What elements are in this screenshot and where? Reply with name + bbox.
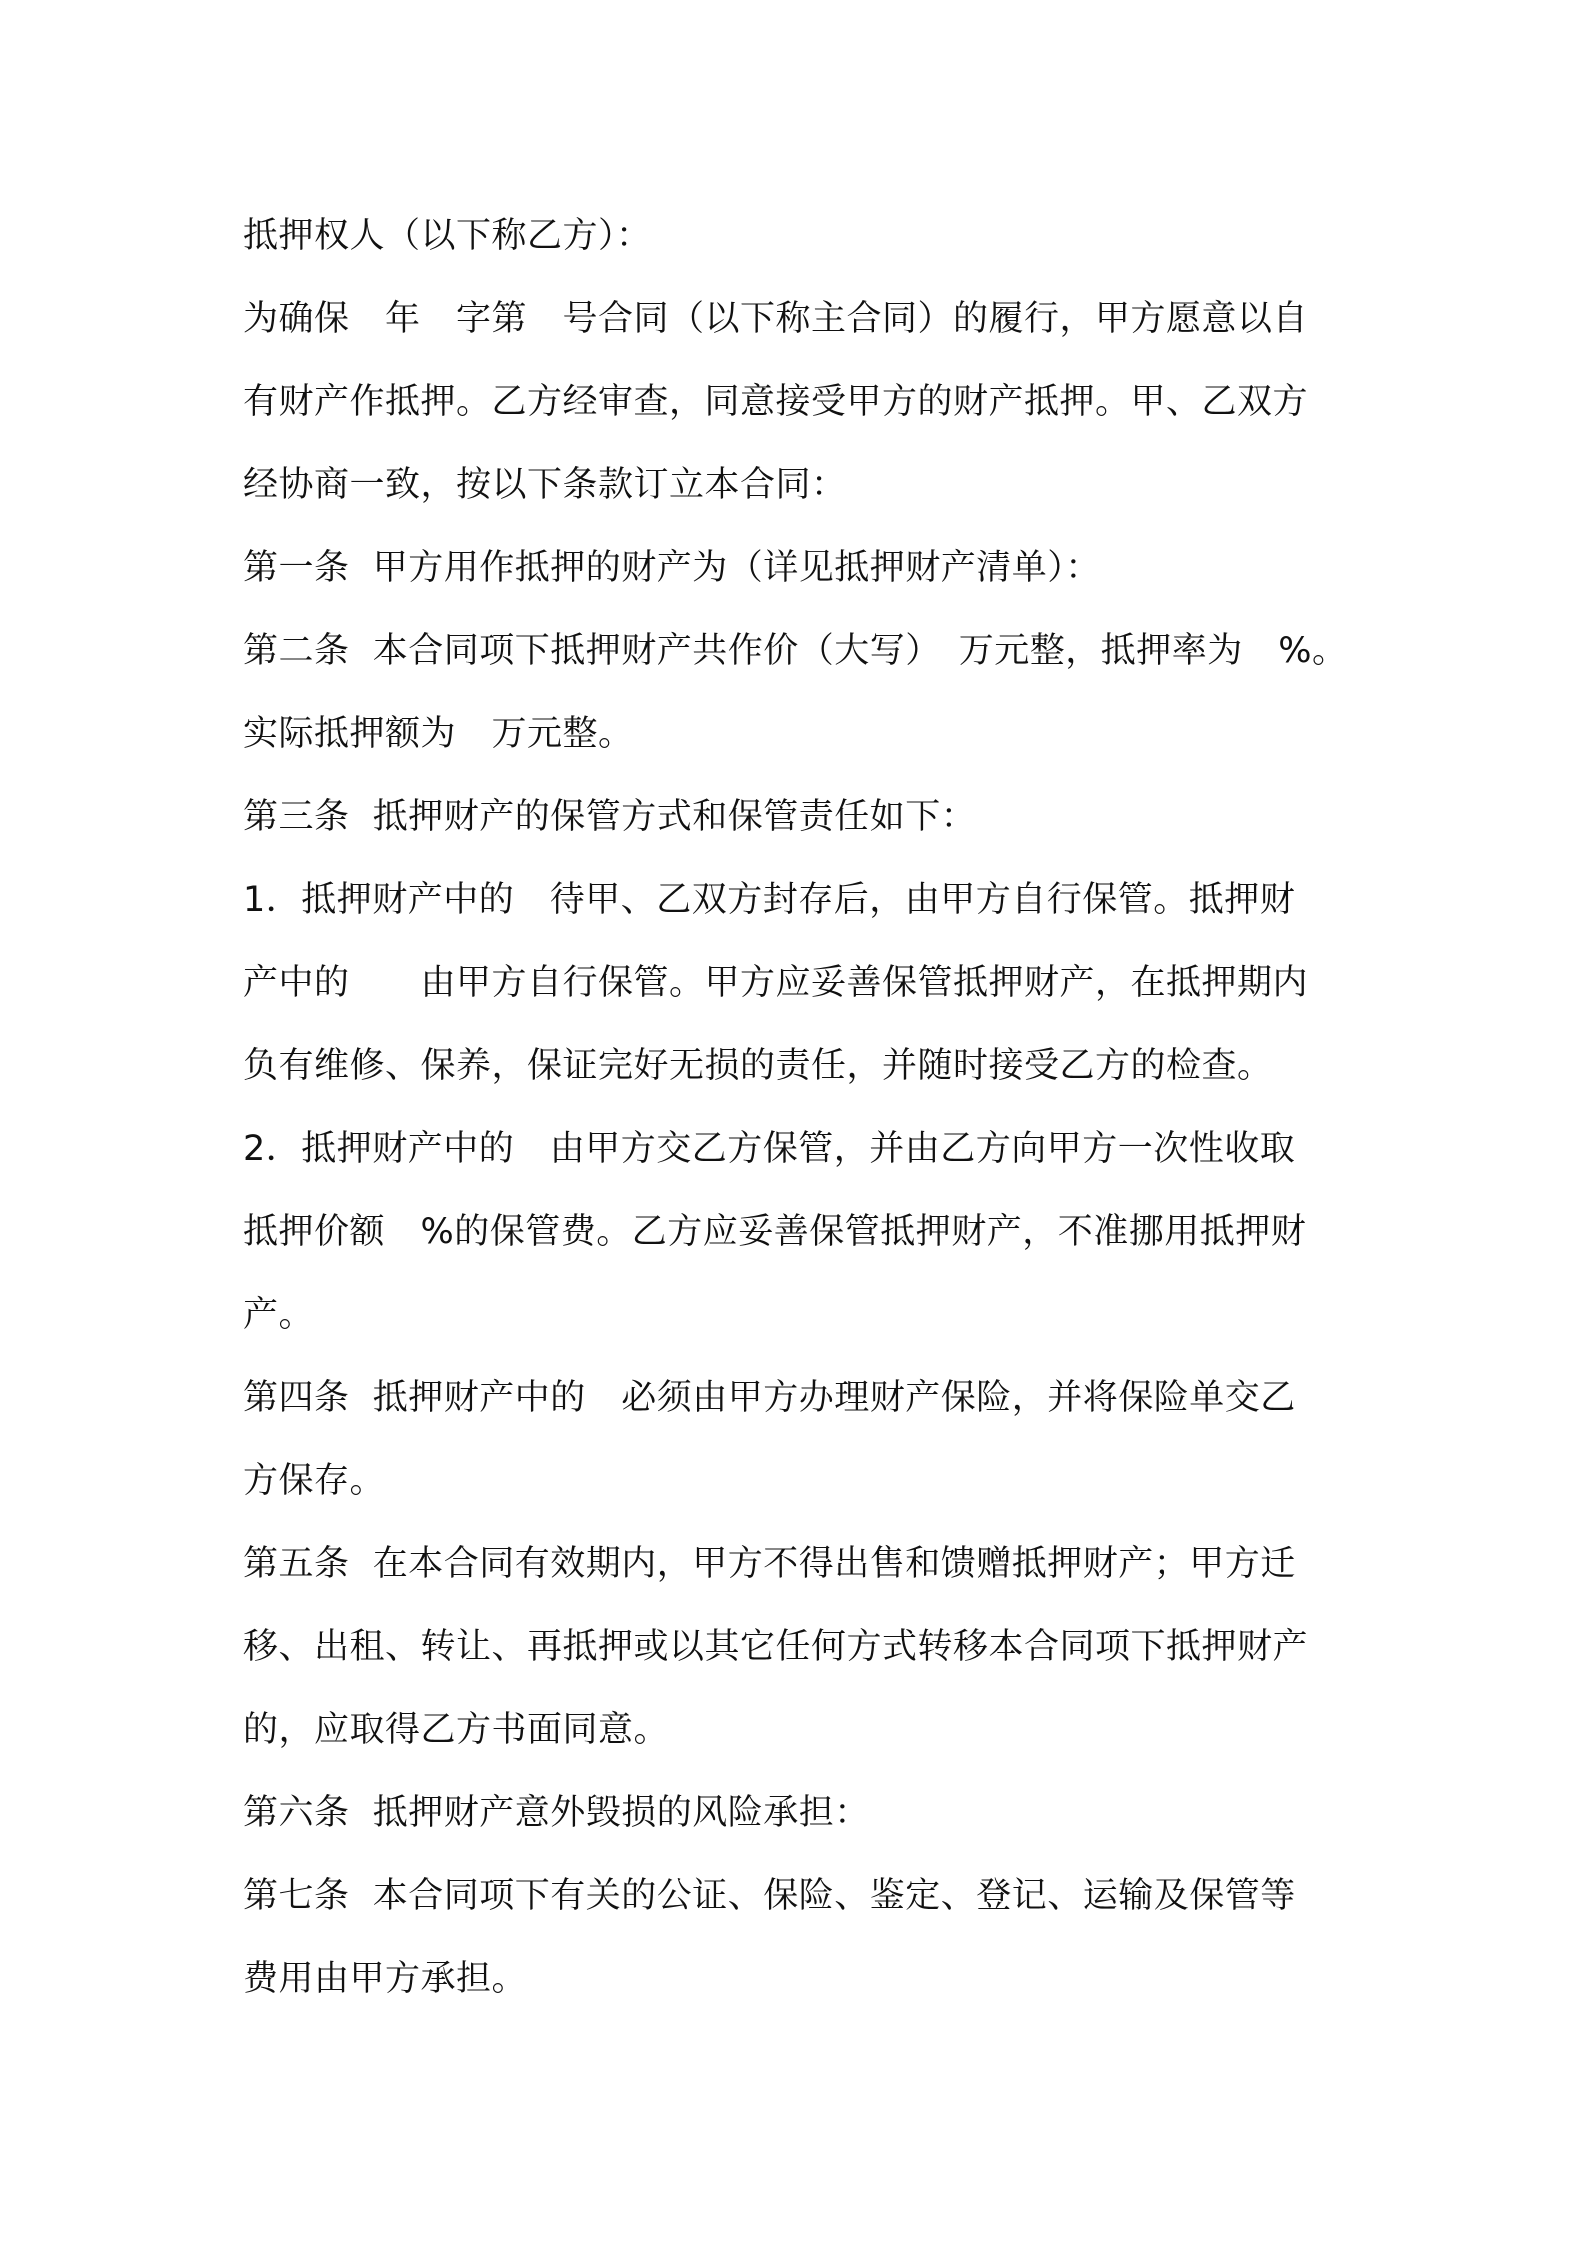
- article-2-line-2: 实际抵押额为 万元整。: [243, 714, 634, 754]
- contract-body: [243, 195, 1358, 2021]
- article-3-item-2-line-3: 产。: [243, 1295, 315, 1335]
- article-3-item-1-line-1: 1．抵押财产中的 待甲、乙双方封存后，由甲方自行保管。抵押财: [243, 880, 1296, 920]
- article-2-line-1: 第二条 本合同项下抵押财产共作价（大写） 万元整，抵押率为 %。: [243, 631, 1348, 671]
- article-4-line-2: 方保存。: [243, 1461, 386, 1501]
- article-3: 第三条 抵押财产的保管方式和保管责任如下：: [243, 797, 977, 837]
- article-4-line-1: 第四条 抵押财产中的 必须由甲方办理财产保险，并将保险单交乙: [243, 1378, 1296, 1418]
- article-1: 第一条 甲方用作抵押的财产为（详见抵押财产清单）：: [243, 548, 1101, 588]
- article-6: 第六条 抵押财产意外毁损的风险承担：: [243, 1793, 870, 1833]
- article-3-item-2-line-2: 抵押价额 %的保管费。乙方应妥善保管抵押财产，不准挪用抵押财: [243, 1212, 1307, 1252]
- preamble-line-2: 有财产作抵押。乙方经审查，同意接受甲方的财产抵押。甲、乙双方: [243, 382, 1309, 422]
- article-5-line-3: 的，应取得乙方书面同意。: [243, 1710, 670, 1750]
- article-5-line-1: 第五条 在本合同有效期内，甲方不得出售和馈赠抵押财产；甲方迁: [243, 1544, 1296, 1584]
- article-7-line-1: 第七条 本合同项下有关的公证、保险、鉴定、登记、运输及保管等: [243, 1876, 1296, 1916]
- article-7-line-2: 费用由甲方承担。: [243, 1959, 528, 1999]
- article-3-item-2-line-1: 2．抵押财产中的 由甲方交乙方保管，并由乙方向甲方一次性收取: [243, 1129, 1296, 1169]
- preamble-line-3: 经协商一致，按以下条款订立本合同：: [243, 465, 847, 505]
- article-5-line-2: 移、出租、转让、再抵押或以其它任何方式转移本合同项下抵押财产: [243, 1627, 1309, 1667]
- article-3-item-1-line-2: 产中的 由甲方自行保管。甲方应妥善保管抵押财产，在抵押期内: [243, 963, 1309, 1003]
- mortgagee-line: 抵押权人（以下称乙方）：: [243, 216, 652, 256]
- preamble-line-1: 为确保 年 字第 号合同（以下称主合同）的履行，甲方愿意以自: [243, 299, 1309, 339]
- article-3-item-1-line-3: 负有维修、保养，保证完好无损的责任，并随时接受乙方的检查。: [243, 1046, 1273, 1086]
